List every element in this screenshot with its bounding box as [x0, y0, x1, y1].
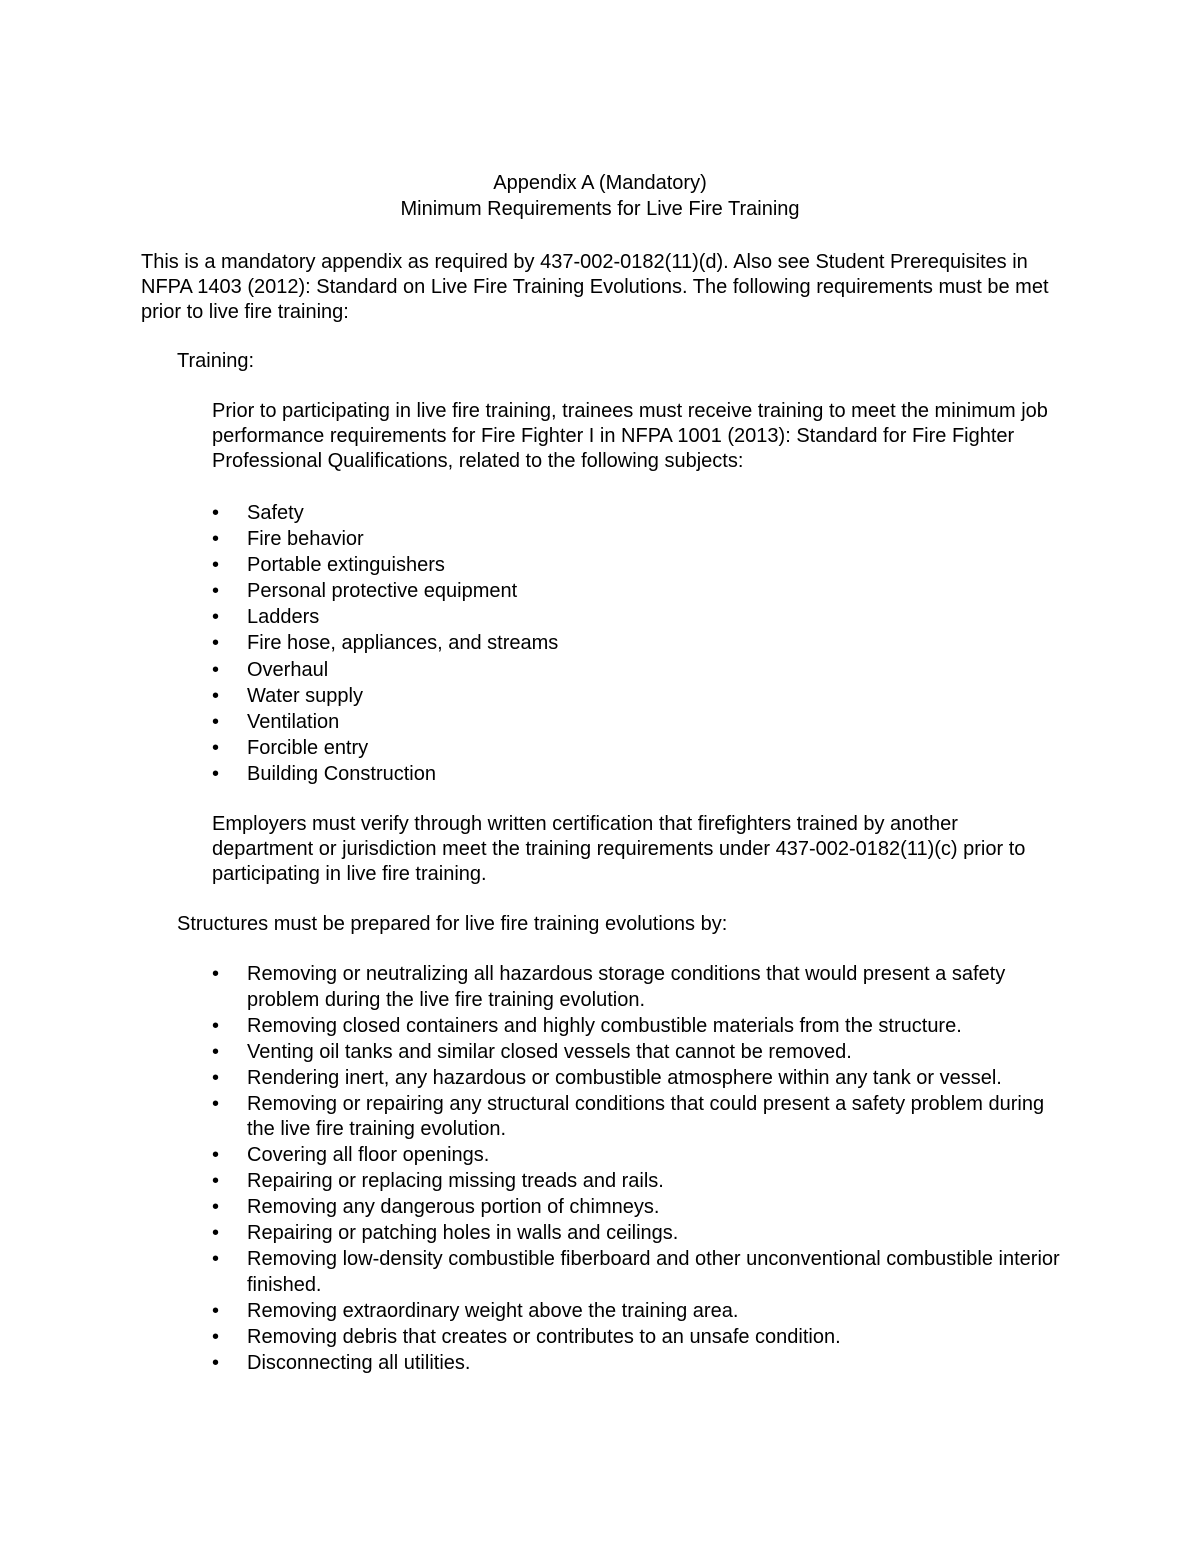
- list-item: [212, 1351, 1072, 1377]
- list-item: [212, 735, 558, 761]
- list-item: [212, 709, 558, 735]
- list-item: [212, 630, 558, 656]
- list-item-text: Removing or neutralizing all hazardous storage conditions that would present a safety problem during the live fire training evolution.: [247, 963, 1006, 1011]
- bullet-icon: •: [212, 632, 220, 655]
- list-item: [212, 500, 558, 526]
- list-item-text: Removing or repairing any structural conditions that could present a safety problem during the live fire training evolution.: [247, 1092, 1045, 1141]
- bullet-icon: •: [212, 710, 220, 733]
- list-item: [212, 1143, 1072, 1169]
- list-item-text: Water supply: [247, 684, 363, 707]
- bullet-icon: •: [212, 1247, 220, 1270]
- bullet-icon: •: [212, 580, 220, 603]
- bullet-icon: •: [212, 1351, 220, 1374]
- list-item: [212, 1014, 1072, 1040]
- list-item: [212, 683, 558, 709]
- page-subtitle: Minimum Requirements for Live Fire Training: [400, 198, 800, 220]
- list-item-text: Ventilation: [247, 710, 340, 733]
- bullet-icon: •: [212, 1222, 220, 1245]
- list-item: [212, 1325, 1072, 1351]
- bullet-icon: •: [212, 1325, 220, 1348]
- list-item: [212, 604, 558, 630]
- training-paragraph: Prior to participating in live fire training, trainees must receive training to meet the minimum job performance requirements for Fire Fighter I in NFPA 1001 (2013): Standard for Fire Fighter Professional Qualifications, related to the following subjects:: [212, 400, 1048, 472]
- bullet-icon: •: [212, 502, 220, 524]
- bullet-icon: •: [212, 1014, 220, 1037]
- bullet-icon: •: [212, 528, 220, 551]
- list-item-text: Venting oil tanks and similar closed vessels that cannot be removed.: [247, 1040, 852, 1063]
- list-item: [212, 1092, 1072, 1144]
- bullet-icon: •: [212, 1092, 220, 1115]
- list-item: [212, 657, 558, 683]
- list-item: [212, 1299, 1072, 1325]
- list-item-text: Removing closed containers and highly combustible materials from the structure.: [247, 1014, 962, 1037]
- list-item: [212, 526, 558, 552]
- list-item-text: Rendering inert, any hazardous or combustible atmosphere within any tank or vessel.: [247, 1066, 1002, 1089]
- list-item: [212, 1195, 1072, 1221]
- bullet-icon: •: [212, 1299, 220, 1322]
- list-item-text: Personal protective equipment: [247, 580, 518, 603]
- page-title: Appendix A (Mandatory): [493, 172, 707, 194]
- bullet-icon: •: [212, 1170, 220, 1193]
- bullet-icon: •: [212, 1066, 220, 1089]
- list-item-text: Portable extinguishers: [247, 554, 445, 577]
- list-item: [212, 1066, 1072, 1092]
- list-item: [212, 1221, 1072, 1247]
- list-item-text: Repairing or replacing missing treads and rails.: [247, 1170, 664, 1193]
- list-item-text: Covering all floor openings.: [247, 1144, 490, 1167]
- structure-preparation-list: [212, 962, 1072, 1377]
- list-item-text: Overhaul: [247, 658, 329, 681]
- list-item-text: Removing extraordinary weight above the training area.: [247, 1299, 739, 1322]
- intro-paragraph: This is a mandatory appendix as required by 437-002-0182(11)(d). Also see Student Prerequisites in NFPA 1403 (2012): Standard on Live Fire Training Evolutions. The following requirements must be met prior to live fire training:: [141, 251, 1049, 323]
- bullet-icon: •: [212, 658, 220, 681]
- list-item-text: Removing debris that creates or contributes to an unsafe condition.: [247, 1325, 841, 1348]
- list-item-text: Fire behavior: [247, 528, 364, 551]
- bullet-icon: •: [212, 1196, 220, 1219]
- list-item-text: Fire hose, appliances, and streams: [247, 632, 559, 655]
- list-item: [212, 1169, 1072, 1195]
- structures-heading: Structures must be prepared for live fire training evolutions by:: [177, 913, 728, 935]
- list-item: [212, 1247, 1072, 1299]
- list-item: [212, 1040, 1072, 1066]
- list-item-text: Repairing or patching holes in walls and ceilings.: [247, 1222, 679, 1245]
- employer-certification-paragraph: Employers must verify through written certification that firefighters trained by another department or jurisdiction meet the training requirements under 437-002-0182(11)(c) prior to participating in live fire training.: [212, 813, 1026, 885]
- list-item: [212, 962, 1072, 1014]
- list-item: [212, 761, 558, 787]
- bullet-icon: •: [212, 554, 220, 577]
- bullet-icon: •: [212, 684, 220, 707]
- bullet-icon: •: [212, 1144, 220, 1167]
- list-item-text: Ladders: [247, 606, 320, 629]
- list-item-text: Disconnecting all utilities.: [247, 1351, 471, 1374]
- list-item-text: Removing low-density combustible fiberboard and other unconventional combustible interior finished.: [247, 1247, 1060, 1296]
- list-item-text: Removing any dangerous portion of chimneys.: [247, 1196, 660, 1219]
- list-item-text: Building Construction: [247, 762, 436, 785]
- training-heading: Training:: [177, 350, 255, 372]
- bullet-icon: •: [212, 963, 220, 985]
- bullet-icon: •: [212, 762, 220, 785]
- list-item: [212, 578, 558, 604]
- list-item: [212, 552, 558, 578]
- bullet-icon: •: [212, 606, 220, 629]
- list-item-text: Forcible entry: [247, 736, 369, 759]
- title-block: [0, 170, 1200, 222]
- bullet-icon: •: [212, 1040, 220, 1063]
- training-subject-list: [212, 500, 558, 787]
- bullet-icon: •: [212, 736, 220, 759]
- list-item-text: Safety: [247, 502, 304, 524]
